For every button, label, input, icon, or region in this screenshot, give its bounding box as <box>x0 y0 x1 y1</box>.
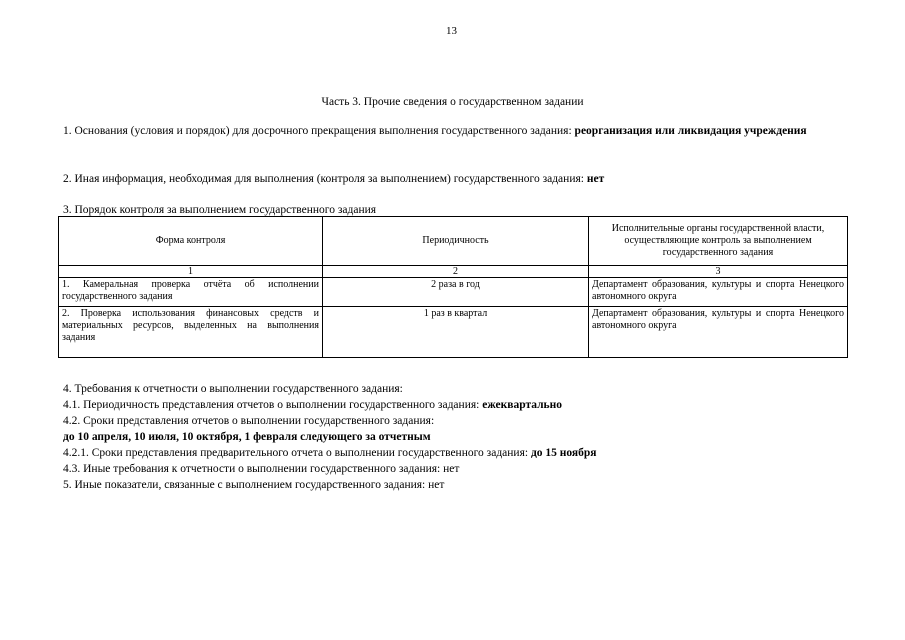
cell-period: 1 раз в квартал <box>323 307 589 358</box>
page-number: 13 <box>446 25 457 37</box>
section-4-1-bold: ежеквартально <box>482 399 562 411</box>
cell-form: 1. Камеральная проверка отчёта об исполнении государственного задания <box>59 278 323 307</box>
table-header-row <box>59 217 848 266</box>
header-period: Периодичность <box>323 217 589 266</box>
section-2-bold: нет <box>586 173 605 185</box>
page-title: Часть 3. Прочие сведения о государственном задании <box>321 96 584 108</box>
column-number: 3 <box>589 266 848 278</box>
section-2-text: 2. Иная информация, необходимая для выполнения (контроля за выполнением) государственного задания: <box>63 173 587 185</box>
section-4-2: 4.2. Сроки представления отчетов о выполнении государственного задания: <box>63 415 435 427</box>
table-number-row <box>59 266 848 278</box>
section-4-2-dates <box>63 430 431 444</box>
table-row <box>59 307 848 358</box>
section-1-text: 1. Основания (условия и порядок) для досрочного прекращения выполнения государственного задания: <box>63 125 575 137</box>
cell-form: 2. Проверка использования финансовых средств и материальных ресурсов, выделенных на выполнения задания <box>59 307 323 358</box>
section-4-2-dates-bold: до 10 апреля, 10 июля, 10 октября, 1 февраля следующего за отчетным <box>63 431 431 443</box>
section-4-2-1-text: 4.2.1. Сроки представления предварительного отчета о выполнении государственного задания: <box>63 447 531 459</box>
section-2 <box>63 172 604 186</box>
section-5: 5. Иные показатели, связанные с выполнением государственного задания: нет <box>63 479 445 491</box>
table-row <box>59 278 848 307</box>
column-number: 2 <box>323 266 589 278</box>
section-4-2-1-bold: до 15 ноября <box>530 447 597 459</box>
section-1-bold: реорганизация или ликвидация учреждения <box>574 125 807 137</box>
section-4-heading: 4. Требования к отчетности о выполнении государственного задания: <box>63 383 403 395</box>
cell-authority: Департамент образования, культуры и спорта Ненецкого автономного округа <box>589 307 848 358</box>
section-4-1 <box>63 398 562 412</box>
section-4-1-text: 4.1. Периодичность представления отчетов о выполнении государственного задания: <box>63 399 483 411</box>
section-4-2-1 <box>63 446 597 460</box>
control-table <box>58 216 848 358</box>
section-1 <box>63 124 845 138</box>
cell-period: 2 раза в год <box>323 278 589 307</box>
section-3-title: 3. Порядок контроля за выполнением государственного задания <box>63 204 377 216</box>
column-number: 1 <box>59 266 323 278</box>
header-form: Форма контроля <box>59 217 323 266</box>
header-authority: Исполнительные органы государственной власти, осуществляющие контроль за выполнением государственного задания <box>589 217 848 266</box>
cell-authority: Департамент образования, культуры и спорта Ненецкого автономного округа <box>589 278 848 307</box>
section-4-3: 4.3. Иные требования к отчетности о выполнении государственного задания: нет <box>63 463 460 475</box>
